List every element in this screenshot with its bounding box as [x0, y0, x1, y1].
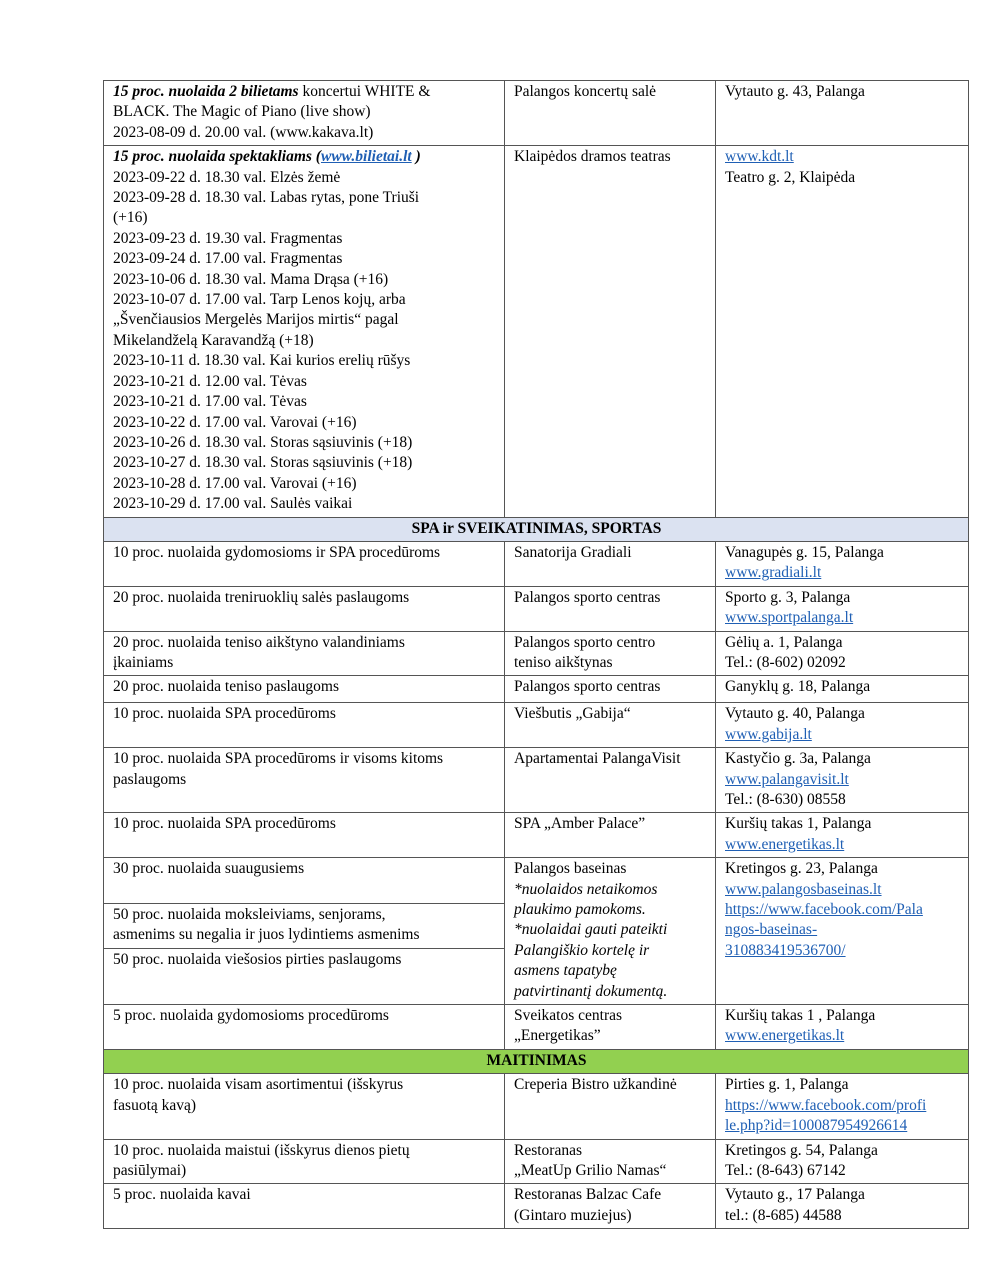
- venue-name: Sveikatos centras: [514, 1007, 623, 1025]
- address: Kretingos g. 54, Palanga: [725, 1141, 878, 1159]
- section-header-row: [104, 1049, 969, 1073]
- address-cell: [716, 541, 969, 586]
- address: Vytauto g. 43, Palanga: [725, 83, 865, 100]
- table-row: [104, 81, 969, 146]
- phone: Tel.: (8-602) 02092: [725, 653, 846, 671]
- discount-cell: [104, 81, 505, 146]
- address: Teatro g. 2, Klaipėda: [725, 168, 856, 186]
- venue-cell: [505, 676, 716, 703]
- venue-cell: [505, 813, 716, 858]
- venue-cell: [505, 1139, 716, 1184]
- sportpalanga-link[interactable]: www.sportpalanga.lt: [725, 609, 854, 627]
- show-line: 2023-10-07 d. 17.00 val. Tarp Lenos kojų, arba: [113, 291, 406, 309]
- venue-note: *nuolaidai gauti pateikti: [514, 921, 668, 939]
- venue-note: asmens tapatybę: [514, 962, 617, 980]
- address-cell: [716, 748, 969, 813]
- show-line: 2023-09-28 d. 18.30 val. Labas rytas, pone Triuši: [113, 189, 420, 207]
- discount-text: paslaugoms: [113, 770, 187, 788]
- table-row: [104, 813, 969, 858]
- venue-name: Palangos sporto centras: [514, 588, 661, 606]
- show-line: 2023-10-21 d. 17.00 val. Tėvas: [113, 393, 307, 411]
- venue-name: „Energetikas”: [514, 1027, 601, 1045]
- venue-cell: [505, 1074, 716, 1139]
- discount-cell: [104, 541, 505, 586]
- venue-name: Sanatorija Gradiali: [514, 543, 632, 561]
- venue-name: (Gintaro muziejus): [514, 1206, 632, 1224]
- address-cell: [716, 146, 969, 517]
- venue-cell: [505, 748, 716, 813]
- discount-cell: [104, 703, 505, 748]
- address: Kastyčio g. 3a, Palanga: [725, 750, 871, 768]
- address: Vytauto g., 17 Palanga: [725, 1186, 865, 1204]
- show-line: 2023-09-24 d. 17.00 val. Fragmentas: [113, 250, 343, 268]
- show-line: 2023-09-22 d. 18.30 val. Elzės žemė: [113, 168, 341, 186]
- address-cell: [716, 703, 969, 748]
- address-cell: [716, 813, 969, 858]
- show-line: 2023-10-26 d. 18.30 val. Storas sąsiuvinis (+18): [113, 433, 413, 451]
- venue-name: Palangos sporto centro: [514, 633, 656, 651]
- palangosbaseinas-link[interactable]: www.palangosbaseinas.lt: [725, 880, 882, 898]
- show-line: 2023-10-22 d. 17.00 val. Varovai (+16): [113, 413, 357, 431]
- table-row: [104, 1005, 969, 1050]
- discount-text: fasuotą kavą): [113, 1096, 197, 1114]
- table-row: [104, 858, 969, 903]
- discount-text: 50 proc. nuolaida moksleiviams, senjorams,: [113, 905, 386, 923]
- show-line: „Švenčiausios Mergelės Marijos mirtis“ pagal: [113, 311, 399, 329]
- facebook-link[interactable]: https://www.facebook.com/Pala: [725, 901, 923, 919]
- show-line: 2023-10-21 d. 12.00 val. Tėvas: [113, 372, 307, 390]
- discount-table: [103, 80, 969, 1229]
- discount-text: 20 proc. nuolaida treniruoklių salės paslaugoms: [113, 588, 410, 606]
- venue-cell: [505, 1005, 716, 1050]
- discount-cell: [104, 146, 505, 517]
- discount-title: 15 proc. nuolaida 2 bilietams: [113, 83, 299, 100]
- venue-cell: [505, 1184, 716, 1229]
- discount-text: 5 proc. nuolaida gydomosioms procedūroms: [113, 1007, 389, 1025]
- discount-text: 20 proc. nuolaida teniso aikštyno valandiniams: [113, 633, 405, 651]
- kdt-link[interactable]: www.kdt.lt: [725, 148, 794, 166]
- discount-text: koncertui WHITE &: [298, 83, 431, 100]
- venue-name: „MeatUp Grilio Namas“: [514, 1161, 667, 1179]
- address-cell: [716, 631, 969, 676]
- discount-text: 10 proc. nuolaida SPA procedūroms ir visoms kitoms: [113, 750, 444, 768]
- address: Vanagupės g. 15, Palanga: [725, 543, 884, 561]
- discount-text: 5 proc. nuolaida kavai: [113, 1186, 251, 1204]
- venue-name: Viešbutis „Gabija“: [514, 705, 631, 723]
- address-cell: [716, 1139, 969, 1184]
- phone: Tel.: (8-643) 67142: [725, 1161, 846, 1179]
- venue-name: Palangos sporto centras: [514, 678, 661, 696]
- address: Kretingos g. 23, Palanga: [725, 860, 878, 878]
- discount-cell: [104, 1139, 505, 1184]
- venue-name: Apartamentai PalangaVisit: [514, 750, 681, 768]
- table-row: [104, 1074, 969, 1139]
- facebook-link[interactable]: ngos-baseinas-: [725, 921, 818, 939]
- discount-text: asmenims su negalia ir juos lydintiems asmenims: [113, 925, 420, 943]
- discount-text: BLACK. The Magic of Piano (live show): [113, 103, 371, 121]
- table-row: [104, 586, 969, 631]
- address-cell: [716, 676, 969, 703]
- section-header-spa: SPA ir SVEIKATINIMAS, SPORTAS: [104, 517, 969, 541]
- venue-name: Restoranas Balzac Cafe: [514, 1186, 662, 1204]
- venue-cell: [505, 81, 716, 146]
- table-row: [104, 1139, 969, 1184]
- show-line: 2023-10-29 d. 17.00 val. Saulės vaikai: [113, 495, 353, 513]
- table-row: [104, 631, 969, 676]
- address-cell: [716, 81, 969, 146]
- venue-name: SPA „Amber Palace”: [514, 815, 646, 833]
- venue-cell: [505, 703, 716, 748]
- energetikas-link[interactable]: www.energetikas.lt: [725, 835, 845, 853]
- address-cell: [716, 586, 969, 631]
- table-row: [104, 1184, 969, 1229]
- show-line: 2023-09-23 d. 19.30 val. Fragmentas: [113, 229, 343, 247]
- show-line: 2023-10-27 d. 18.30 val. Storas sąsiuvinis (+18): [113, 454, 413, 472]
- discount-cell: [104, 1005, 505, 1050]
- discount-cell: [104, 813, 505, 858]
- discount-text: 10 proc. nuolaida gydomosioms ir SPA procedūroms: [113, 543, 441, 561]
- table-row: [104, 676, 969, 703]
- discount-cell: [104, 631, 505, 676]
- venue-cell: [505, 631, 716, 676]
- venue-cell: [505, 858, 716, 1005]
- discount-title-end: ): [411, 148, 421, 166]
- section-header-food: MAITINIMAS: [104, 1049, 969, 1073]
- discount-text: 10 proc. nuolaida SPA procedūroms: [113, 705, 336, 723]
- address: Sporto g. 3, Palanga: [725, 588, 851, 606]
- address: Kuršių takas 1, Palanga: [725, 815, 872, 833]
- venue-name: Creperia Bistro užkandinė: [514, 1076, 677, 1094]
- address-cell: [716, 1005, 969, 1050]
- discount-cell: [104, 586, 505, 631]
- address: Pirties g. 1, Palanga: [725, 1076, 849, 1094]
- venue-note: patvirtinantį dokumentą.: [514, 982, 668, 1000]
- venue-cell: [505, 541, 716, 586]
- venue-name: teniso aikštynas: [514, 653, 613, 671]
- venue-note: *nuolaidos netaikomos: [514, 880, 658, 898]
- discount-cell: [104, 1184, 505, 1229]
- address: Gėlių a. 1, Palanga: [725, 633, 843, 651]
- address: Vytauto g. 40, Palanga: [725, 705, 865, 723]
- discount-text: pasiūlymai): [113, 1161, 187, 1179]
- discount-cell: [104, 858, 505, 903]
- palangavisit-link[interactable]: www.palangavisit.lt: [725, 770, 849, 788]
- venue-name: Klaipėdos dramos teatras: [514, 148, 671, 166]
- discount-text: 10 proc. nuolaida SPA procedūroms: [113, 815, 336, 833]
- facebook-link[interactable]: le.php?id=100087954926614: [725, 1117, 908, 1135]
- show-line: 2023-10-28 d. 17.00 val. Varovai (+16): [113, 474, 357, 492]
- discount-text: 10 proc. nuolaida visam asortimentui (išskyrus: [113, 1076, 404, 1094]
- address-cell: [716, 1074, 969, 1139]
- discount-text: 10 proc. nuolaida maistui (išskyrus dienos pietų: [113, 1141, 410, 1159]
- address-cell: [716, 1184, 969, 1229]
- address: Ganyklų g. 18, Palanga: [725, 678, 871, 696]
- discount-text: įkainiams: [113, 653, 174, 671]
- venue-cell: [505, 146, 716, 517]
- phone: tel.: (8-685) 44588: [725, 1206, 842, 1224]
- table-row: [104, 146, 969, 517]
- show-line: 2023-10-06 d. 18.30 val. Mama Drąsa (+16): [113, 270, 389, 288]
- venue-name: Palangos koncertų salė: [514, 83, 657, 100]
- discount-cell: [104, 1074, 505, 1139]
- venue-note: plaukimo pamokoms.: [514, 901, 646, 919]
- facebook-link[interactable]: 310883419536700/: [725, 941, 846, 959]
- show-line: (+16): [113, 209, 148, 227]
- energetikas-link[interactable]: www.energetikas.lt: [725, 1027, 845, 1045]
- section-header-row: [104, 517, 969, 541]
- venue-note: Palangiškio kortelę ir: [514, 941, 650, 959]
- address: Kuršių takas 1 , Palanga: [725, 1007, 876, 1025]
- discount-date: 2023-08-09 d. 20.00 val. (www.kakava.lt): [113, 123, 374, 141]
- discount-cell: [104, 748, 505, 813]
- discount-cell: [104, 903, 505, 948]
- discount-cell: [104, 676, 505, 703]
- gradiali-link[interactable]: www.gradiali.lt: [725, 564, 822, 582]
- facebook-link[interactable]: https://www.facebook.com/profi: [725, 1096, 927, 1114]
- discount-text: 30 proc. nuolaida suaugusiems: [113, 860, 305, 878]
- discount-cell: [104, 948, 505, 1004]
- venue-name: Palangos baseinas: [514, 860, 627, 878]
- venue-cell: [505, 586, 716, 631]
- bilietai-link[interactable]: www.bilietai.lt: [320, 148, 412, 166]
- venue-name: Restoranas: [514, 1141, 583, 1159]
- show-line: 2023-10-11 d. 18.30 val. Kai kurios erelių rūšys: [113, 352, 411, 370]
- discount-text: 50 proc. nuolaida viešosios pirties paslaugoms: [113, 950, 402, 968]
- table-row: [104, 748, 969, 813]
- address-cell: [716, 858, 969, 1005]
- table-row: [104, 703, 969, 748]
- discount-text: 20 proc. nuolaida teniso paslaugoms: [113, 678, 339, 696]
- gabija-link[interactable]: www.gabija.lt: [725, 725, 812, 743]
- show-line: Mikelandželą Karavandžą (+18): [113, 331, 314, 349]
- phone: Tel.: (8-630) 08558: [725, 791, 846, 808]
- discount-title: 15 proc. nuolaida spektakliams (: [113, 148, 321, 166]
- table-row: [104, 541, 969, 586]
